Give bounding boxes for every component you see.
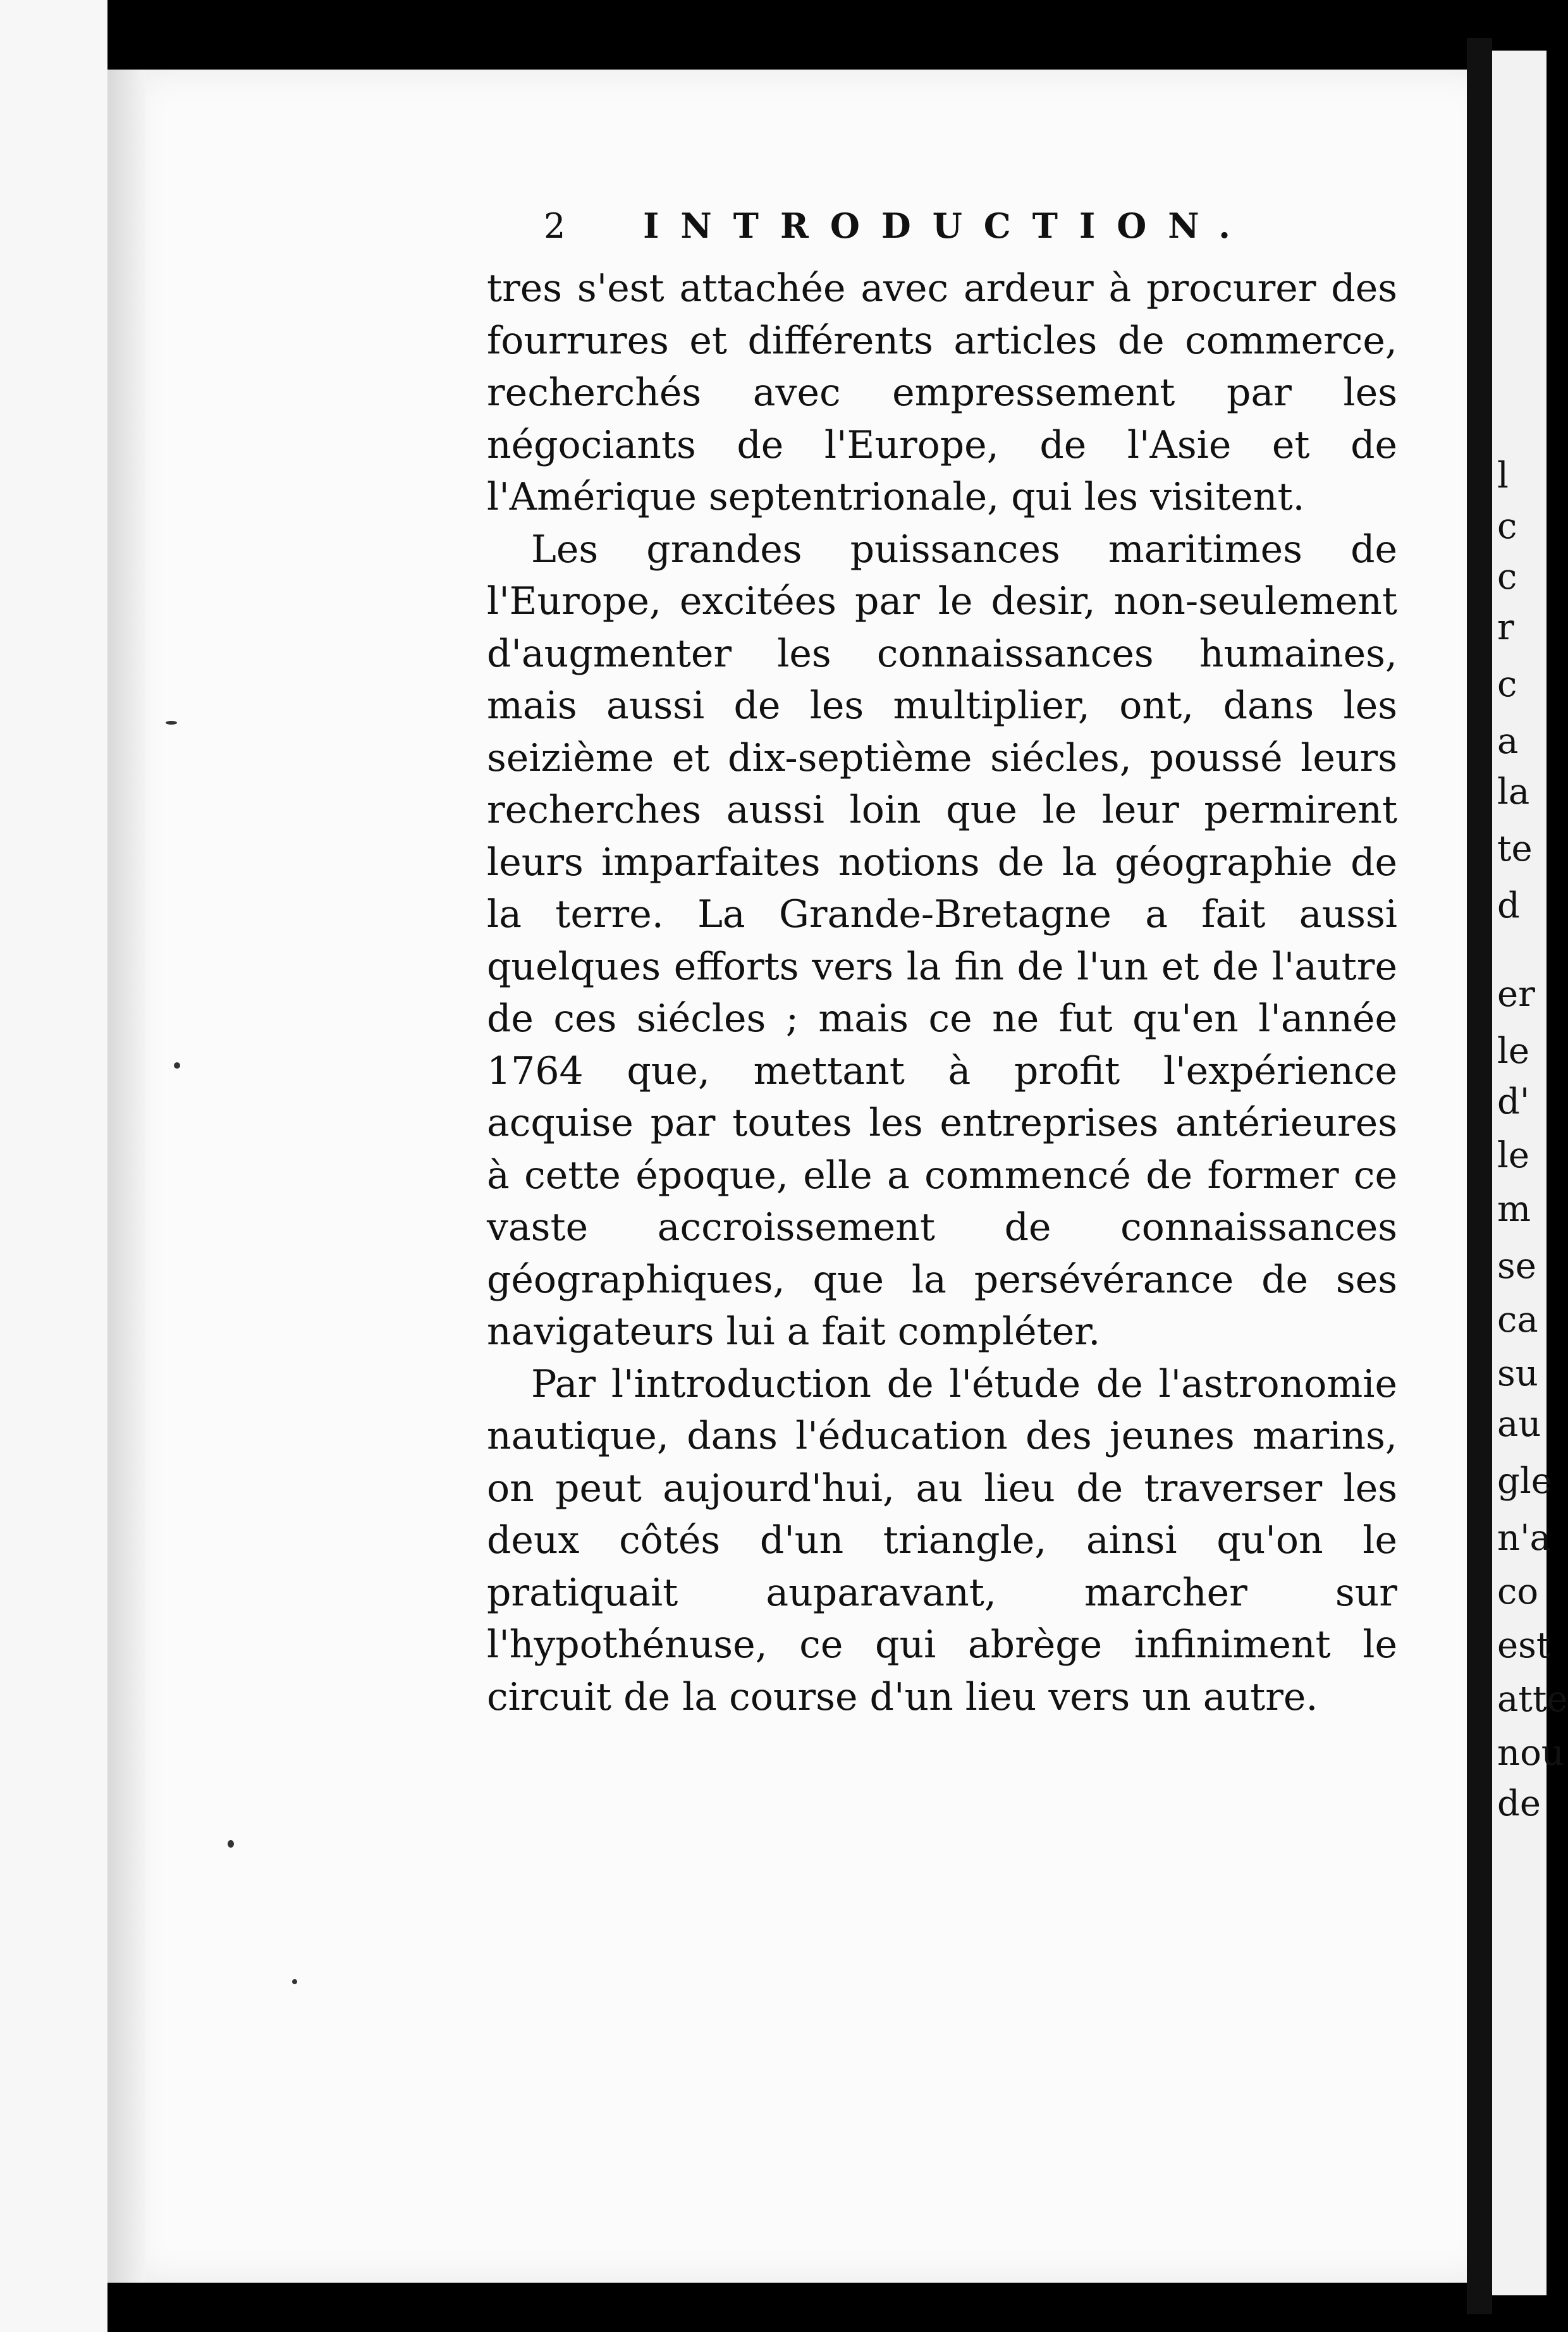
facing-page-fragment: su xyxy=(1497,1353,1538,1394)
facing-page-fragment: ca xyxy=(1497,1299,1538,1341)
facing-page-fragment: m xyxy=(1497,1189,1531,1230)
binding-shadow xyxy=(1467,38,1492,2314)
facing-page-fragment: le xyxy=(1497,1135,1530,1176)
facing-page-fragment: er xyxy=(1497,974,1535,1015)
facing-page-fragment: le xyxy=(1497,1031,1530,1072)
facing-page-fragment: c xyxy=(1497,556,1517,598)
facing-page-fragment: c xyxy=(1497,664,1517,705)
facing-page-fragment: c xyxy=(1497,506,1517,547)
facing-page-fragment: gle xyxy=(1497,1461,1552,1502)
facing-page-fragment: co xyxy=(1497,1571,1539,1612)
body-text xyxy=(487,262,1397,1723)
facing-page-fragment: l xyxy=(1497,455,1509,496)
paragraph-1: tres s'est attachée avec ardeur à procurer des fourrures et différents articles de commerce, recherchés avec empressement par les négociants de l'Europe, de l'Asie et de l'Amérique septentrionale, qui les visitent. xyxy=(487,266,1397,519)
facing-page-fragment: te xyxy=(1497,828,1533,869)
facing-page-fragment: d' xyxy=(1497,1081,1530,1122)
scan-speck xyxy=(228,1840,234,1848)
book-edge-left xyxy=(0,0,107,2332)
facing-page-fragment: r xyxy=(1497,607,1514,648)
facing-page-fragment: au xyxy=(1497,1404,1541,1445)
scan-speck xyxy=(292,1979,297,1984)
running-title: INTRODUCTION. xyxy=(643,206,1252,246)
facing-page-fragment: de xyxy=(1497,1783,1541,1824)
page-gutter-shadow xyxy=(107,70,145,2283)
page-number: 2 xyxy=(544,206,566,246)
running-head xyxy=(544,206,1265,246)
facing-page-fragment: est xyxy=(1497,1625,1551,1666)
scan-speck xyxy=(174,1062,180,1069)
facing-page-fragment: la xyxy=(1497,771,1530,813)
facing-page xyxy=(1492,51,1568,2295)
facing-page-fragment: atte xyxy=(1497,1679,1568,1720)
paragraph-2: Les grandes puissances maritimes de l'Europe, excitées par le desir, non-seulement d'augmenter les connaissances humaines, mais aussi de les multiplier, ont, dans les seizième et dix-septième siécles, poussé leurs recherches aussi loin que le leur permirent leurs imparfaites notions de la géographie de la terre. La Grande-Bretagne a fait aussi quelques efforts vers la fin de l'un et de l'autre de ces siécles ; mais ce ne fut qu'en l'année 1764 que, mettant à profit l'expérience acquise par toutes les entreprises antérieures à cette époque, elle a commencé de former ce vaste accroissement de connaissances géographiques, que la persévérance de ses navigateurs lui a fait compléter. xyxy=(487,527,1397,1354)
facing-page-fragment: a xyxy=(1497,721,1519,762)
facing-page-fragment: se xyxy=(1497,1246,1536,1287)
scan-speck xyxy=(166,721,177,725)
facing-page-fragment: d xyxy=(1497,885,1520,926)
paragraph-3: Par l'introduction de l'étude de l'astronomie nautique, dans l'éducation des jeunes marins, on peut aujourd'hui, au lieu de traverser les deux côtés d'un triangle, ainsi qu'on le pratiquait auparavant, marcher sur l'hypothénuse, ce qui abrège infiniment le circuit de la course d'un lieu vers un autre. xyxy=(487,1361,1397,1719)
facing-page-fragment: nou xyxy=(1497,1733,1564,1774)
facing-page-fragment: n'a xyxy=(1497,1518,1551,1559)
